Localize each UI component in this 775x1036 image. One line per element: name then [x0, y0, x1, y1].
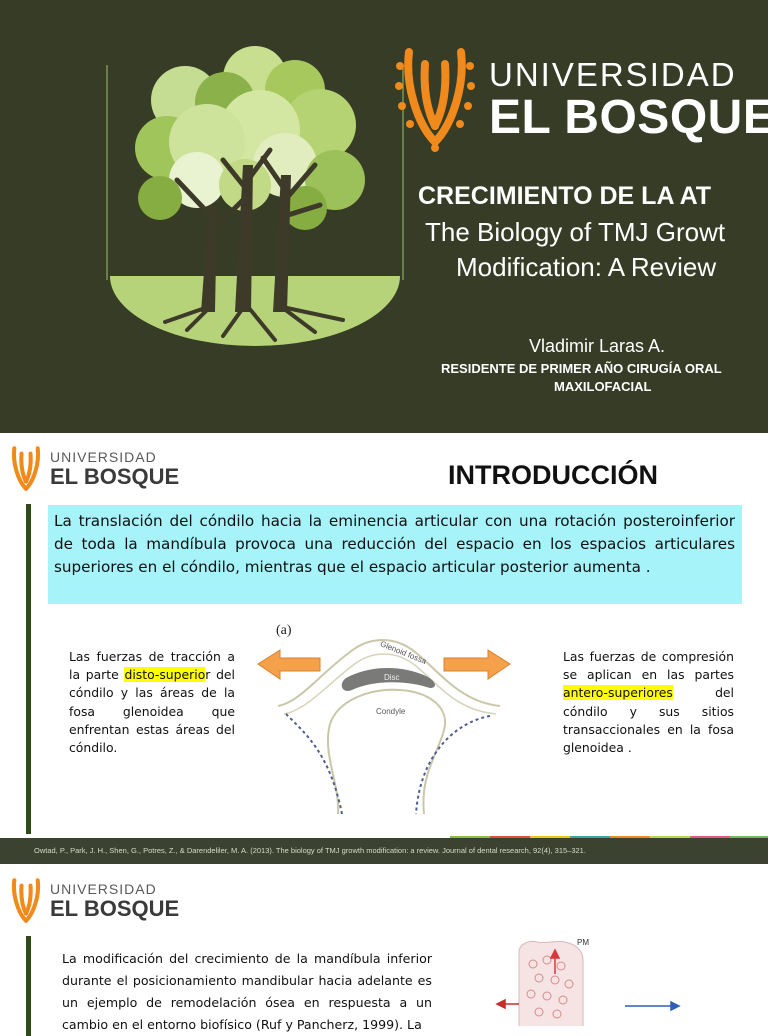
compression-text-end: del cóndilo y sus sitios transaccionales en la fosa glenoidea . — [563, 685, 734, 756]
logo-university-text: UNIVERSIDAD — [489, 56, 737, 93]
traction-forces-text — [69, 648, 235, 757]
presentation-subtitle-line1: The Biology of TMJ Growt — [425, 217, 726, 247]
disc-label: Disc — [384, 673, 400, 682]
presentation-subtitle-line2: Modification: A Review — [456, 252, 717, 282]
growth-modification-slide — [0, 868, 768, 1032]
condyle-cell-drawing — [495, 934, 695, 1026]
traction-text-end: r del cóndilo y las áreas de la fosa glenoidea que enfrentan estas áreas del cóndilo. — [69, 667, 235, 756]
el-bosque-emblem-icon — [395, 44, 475, 152]
reference-citation: Owtad, P., Park, J. H., Shen, G., Potres, Z., & Darendeliler, M. A. (2013). The biology of TMJ growth modification: a review. Journal of dental research, 92(4), 315–321. — [34, 846, 586, 855]
highlight-antero-superiores: antero-superiores — [563, 685, 673, 701]
el-bosque-emblem-icon — [8, 444, 44, 494]
growth-modification-paragraph: La modificación del crecimiento de la mandíbula inferior durante el posicionamiento mandibular hacia adelante es un ejemplo de remodelación ósea en respuesta a un cambio en el entorno biofísico (Ruf y Pancherz, 1999). La — [62, 951, 432, 1032]
presentation-title: CRECIMIENTO DE LA AT — [418, 182, 712, 210]
reference-footer — [0, 838, 768, 864]
el-bosque-emblem-icon — [8, 876, 44, 926]
tree-illustration — [105, 40, 405, 350]
intro-paragraph: La translación del cóndilo hacia la eminencia articular con una rotación posteroinferior de toda la mandíbula provoca una reducción del espacio en los espacios articulares superiores en el cóndilo, mientras que el espacio articular posterior aumenta . — [54, 512, 735, 576]
university-logo-small — [8, 444, 178, 496]
accent-bar — [26, 504, 31, 834]
condyle-label: Condyle — [376, 707, 406, 716]
university-logo — [395, 44, 775, 156]
author-role-line1: RESIDENTE DE PRIMER AÑO CIRUGÍA ORAL — [441, 361, 722, 376]
compression-text-start: Las fuerzas de compresión se aplican en las partes — [563, 649, 734, 683]
compression-forces-text — [563, 648, 734, 757]
slide-title: INTRODUCCIÓN — [448, 460, 658, 490]
author-name: Vladimir Laras A. — [529, 336, 666, 356]
logo-el-bosque-text: EL BOSQUE — [50, 896, 180, 921]
logo-el-bosque-text: EL BOSQUE — [50, 464, 180, 489]
logo-university-text: UNIVERSIDAD — [50, 881, 157, 897]
right-arrow-icon — [444, 650, 510, 679]
author-role-line2: MAXILOFACIAL — [554, 379, 652, 394]
traction-text-start: Las fuerzas de tracción a la parte — [69, 649, 235, 683]
figure-pm-label: PM — [577, 938, 589, 947]
right-arrow-icon — [625, 1002, 679, 1010]
condyle-cell-figure — [495, 934, 695, 1026]
glenoid-fossa-label: Glenoid fossa — [378, 639, 428, 666]
left-arrow-icon — [258, 650, 320, 679]
logo-el-bosque-text: EL BOSQUE — [489, 91, 775, 144]
figure-panel-label: (a) — [276, 623, 292, 638]
university-logo-small — [8, 876, 178, 928]
tmj-diagram — [250, 614, 540, 832]
left-arrow-icon — [497, 1000, 519, 1008]
title-slide — [0, 0, 775, 433]
accent-bar — [26, 936, 31, 1036]
logo-university-text: UNIVERSIDAD — [50, 449, 157, 465]
intro-text-box — [48, 505, 742, 604]
introduction-slide — [0, 436, 768, 864]
highlight-disto-superior: disto-superio — [124, 667, 206, 683]
